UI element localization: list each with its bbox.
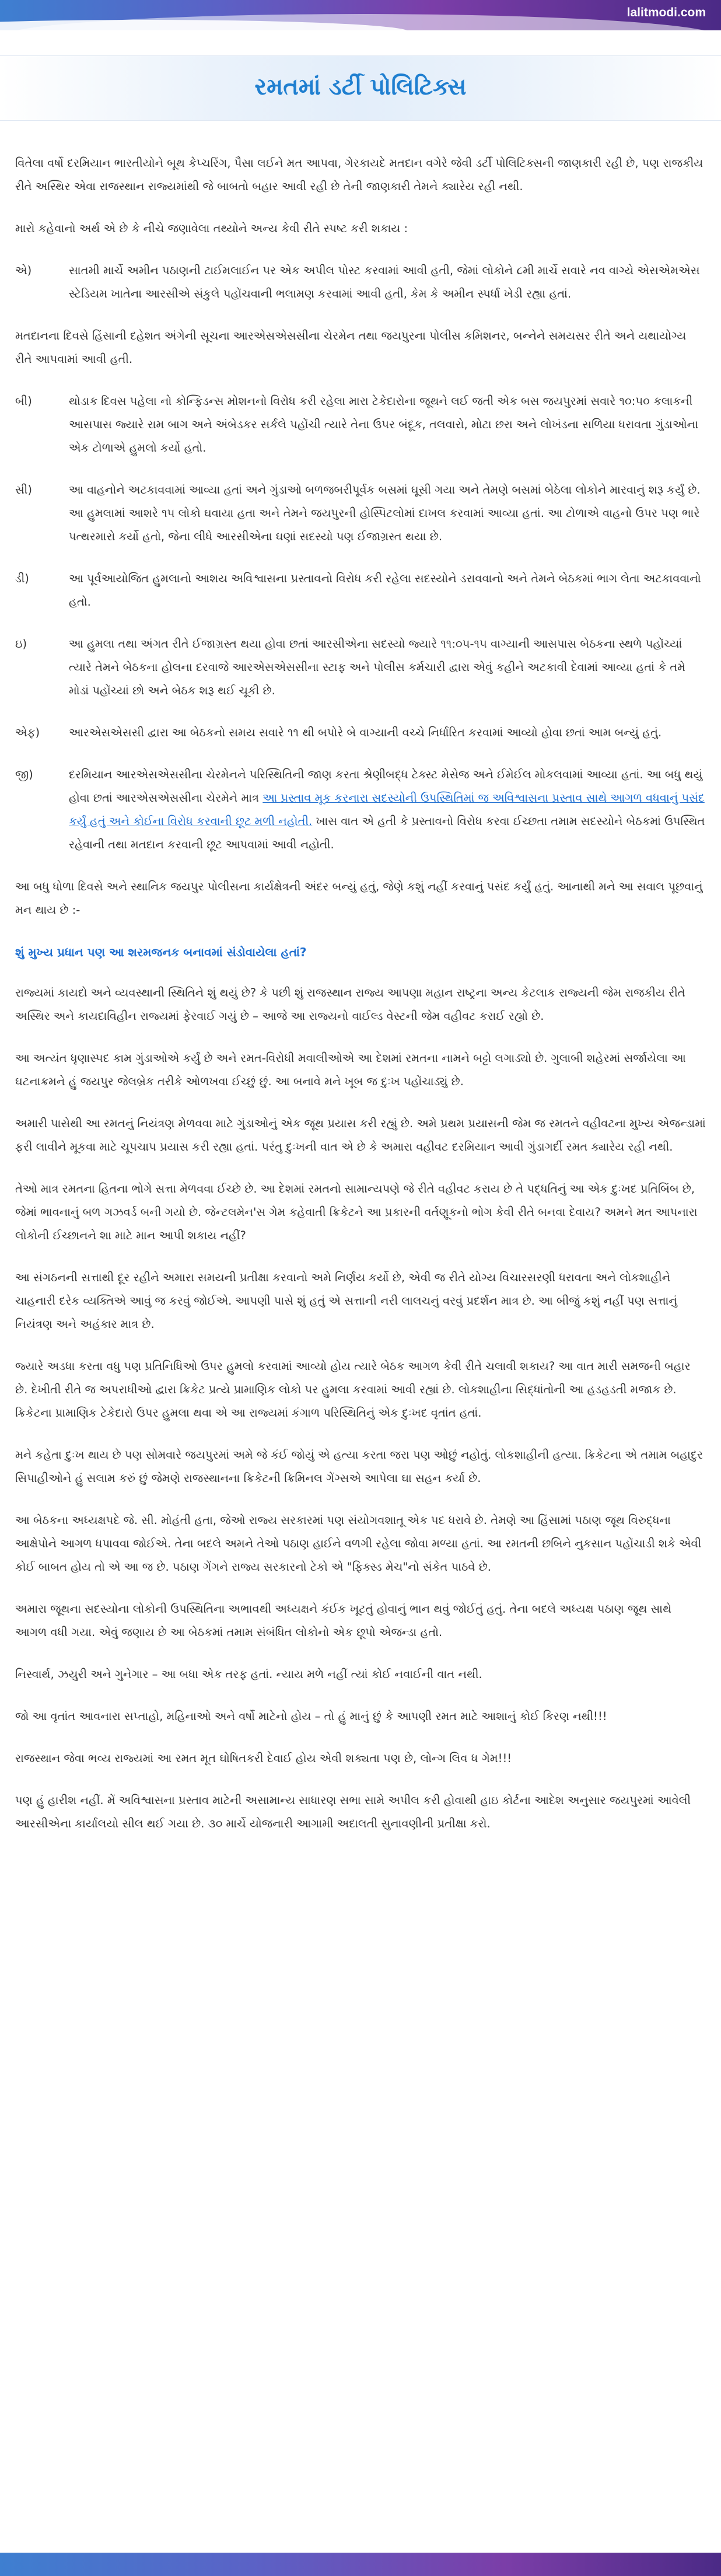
highlight-link[interactable]: આ પ્રસ્તાવ મૂક કરનારા સદસ્યોની ઉપસ્થિતિમાં જ અવિશ્વાસના પ્રસ્તાવ સાથે આગળ વધવાનું પસંદ કર્યું હતું અને કોઈના વિરોધ કરવાની છૂટ મળી નહોતી.: [69, 791, 705, 828]
header-banner: [0, 0, 721, 30]
paragraph: આ અત્યંત ધૃણાસ્પદ કામ ગુંડાઓએ કર્યું છે અને રમત-વિરોધી મવાલીઓએ આ દેશમાં રમતના નામને બટ્ટો લગાડ્યો છે. ગુલાબી શહેરમાં સર્જાયેલા આ ઘટનાક્રમને હું જયપુર જેલબ્રેક તરીકે ઓળખવા ઈચ્છું છું. આ બનાવે મને ખૂબ જ દુઃખ પહોંચાડ્યું છે.: [15, 1051, 686, 1088]
text-span: ખાસ વાત એ હતી કે પ્રસ્તાવનો વિરોધ કરવા ઈચ્છતા તમામ સદસ્યોને બેઠકમાં ઉપસ્થિત રહેવાની તથા મતદાન કરવાની છૂટ આપવામાં આવી નહોતી.: [69, 815, 705, 851]
list-item: [15, 390, 706, 478]
list-item: [15, 259, 706, 324]
paragraph: રાજ્યમાં કાયદો અને વ્યવસ્થાની સ્થિતિને શું થયું છે? કે પછી શું રાજસ્થાન રાજ્ય આપણા મહાન રાષ્ટ્રના અન્ય કેટલાક રાજ્યની જેમ રાજકીય રીતે અસ્થિર અને કાયદાવિહીન રાજ્યમાં ફેરવાઈ ગયું છે – આજે આ રાજ્યનો વાઈલ્ડ વેસ્ટની જેમ વહીવટ કરાઈ રહ્યો છે.: [15, 986, 685, 1023]
intro-paragraph: વિતેલા વર્ષો દરમિયાન ભારતીયોને બૂથ કેપ્ચરિંગ, પૈસા લઈને મત આપવા, ગેરકાયદે મતદાન વગેરે જેવી ડર્ટી પોલિટિક્સની જાણકારી રહી છે, પણ રાજકીય રીતે અસ્થિર એવા રાજસ્થાન રાજ્યમાંથી જે બાબતો બહાર આવી રહી છે તેની જાણકારી તેમને ક્યારેય રહી નથી.: [15, 156, 704, 193]
list-item-label: એ): [15, 264, 32, 277]
list-item-text: આ પૂર્વઆયોજિત હુમલાનો આશય અવિશ્વાસના પ્રસ્તાવનો વિરોધ કરી રહેલા સદસ્યોને ડરાવવાનો અને તેમને બેઠકમાં ભાગ લેતા અટકાવવાનો હતો.: [69, 572, 701, 609]
text-span: દરમિયાન આરએસએસસીના ચેરમેનને પરિસ્થિતિની જાણ કરતા શ્રેણીબદ્ધ ટેક્સ્ટ મેસેજ અને ઈમેઈલ મોકલવામાં આવ્યા હતાં. આ બધુ થયું હોવા છતાં આરએસએસસીના ચેરમેને માત્ર: [69, 768, 703, 805]
list-item-label: ડી): [15, 572, 29, 585]
list-item-text: આ હુમલા તથા અંગત રીતે ઈજાગ્રસ્ત થયા હોવા છતાં આરસીએના સદસ્યો જ્યારે ૧૧:૦૫-૧૫ વાગ્યાની આસપાસ બેઠકના સ્થળે પહોંચ્યાં ત્યારે તેમને બેઠકના હોલના દરવાજે આરએસએસસીના સ્ટાફ અને પોલીસ કર્મચારી દ્વારા એવું કહીને અટકાવી દેવામાં આવ્યા હતાં કે તમે મોડાં પહોંચ્યાં છો અને બેઠક શરૂ થઈ ચૂકી છે.: [69, 637, 685, 697]
list-item-label: ઇ): [15, 637, 27, 651]
list-item: [15, 721, 706, 763]
list-item-text: સાતમી માર્ચે અમીન પઠાણની ટાઈમલાઈન પર એક અપીલ પોસ્ટ કરવામાં આવી હતી, જેમાં લોકોને ૮મી માર્ચે સવારે નવ વાગ્યે એસએમએસ સ્ટેડિયમ ખાતેના આરસીએ સંકુલે પહોંચવાની ભલામણ કરવામાં આવી હતી, કેમ કે અમીન સ્પર્ધા ખેડી રહ્યા હતાં.: [69, 264, 700, 300]
list-item-label: જી): [15, 768, 33, 781]
list-item: [15, 763, 706, 875]
paragraph: જ્યારે અડધા કરતા વધુ પણ પ્રતિનિધિઓ ઉપર હુમલો કરવામાં આવ્યો હોય ત્યારે બેઠક આગળ કેવી રીતે ચલાવી શકાય? આ વાત મારી સમજની બહાર છે. દેખીતી રીતે જ અપરાધીઓ દ્વારા ક્રિકેટ પ્રત્યે પ્રામાણિક લોકો પર હુમલા કરવામાં આવી રહ્યાં છે. લોકશાહીના સિદ્ધાંતોની આ હડહડતી મજાક છે. ક્રિકેટના પ્રામાણિક ટેકેદારો ઉપર હુમલા થવા એ આ રાજ્યમાં કંગાળ પરિસ્થિતિનું એક દુઃખદ વૃતાંત હતાં.: [15, 1359, 691, 1420]
site-name-link[interactable]: lalitmodi.com: [626, 6, 706, 19]
list-item-text: આરએસએસસી દ્વારા આ બેઠકનો સમય સવારે ૧૧ થી બપોરે બે વાગ્યાની વચ્ચે નિર્ધારિત કરવામાં આવ્યો હોવા છતાં આમ બન્યું હતું.: [69, 726, 662, 739]
list-item-text: આ વાહનોને અટકાવવામાં આવ્યા હતાં અને ગુંડાઓ બળજબરીપૂર્વક બસમાં ઘૂસી ગયા અને તેમણે બસમાં બેઠેલા લોકોને મારવાનું શરૂ કર્યું છે. આ હુમલામાં આશરે ૧૫ લોકો ઘવાયા હતા અને તેમને જયપુરની હોસ્પિટલોમાં દાખલ કરવામાં આવ્યા હતાં. આ ટોળાએ વાહનો ઉપર પણ ભારે પત્થરમારો કર્યો હતો, જેના લીધે આરસીએના ઘણાં સદસ્યો પણ ઈજાગ્રસ્ત થયા છે.: [69, 483, 701, 543]
paragraph: અમારી પાસેથી આ રમતનું નિયંત્રણ મેળવવા માટે ગુંડાઓનું એક જૂથ પ્રયાસ કરી રહ્યું છે. અમે પ્રથમ પ્રયાસની જેમ જ રમતને વહીવટના મુખ્ય એજન્ડામાં ફરી લાવીને મૂકવા માટે ચૂપચાપ પ્રયાસ કરી રહ્યા હતાં. પરંતુ દુઃખની વાત એ છે કે અમારા વહીવટ દરમિયાન આવી ગુંડાગર્દી રમત ક્યારેય રહી નથી.: [15, 1117, 706, 1154]
paragraph: આ બધુ ધોળા દિવસે અને સ્થાનિક જયપુર પોલીસના કાર્યક્ષેત્રની અંદર બન્યું હતું, જેણે કશું નહીં કરવાનું પસંદ કર્યું હતું. આનાથી મને આ સવાલ પૂછવાનું મન થાય છે :-: [15, 880, 703, 917]
paragraph: મને કહેતા દુઃખ થાય છે પણ સોમવારે જયપુરમાં અમે જે કંઈ જોયું એ હત્યા કરતા જરા પણ ઓછું નહોતું. લોકશાહીની હત્યા. ક્રિકેટના એ તમામ બહાદુર સિપાહીઓને હું સલામ કરું છું જેમણે રાજસ્થાનના ક્રિકેટની ક્રિમિનલ ગેંગ્સએ આપેલા ઘા સહન કર્યા છે.: [15, 1448, 703, 1485]
paragraph: નિસ્વાર્થ, ઝયુરી અને ગુનેગાર – આ બધા એક તરફ હતાં. ન્યાય મળે નહીં ત્યાં કોઈ નવાઈની વાત નથી.: [15, 1668, 482, 1681]
paragraph: આ બેઠકના અધ્યક્ષપદે જે. સી. મોહંતી હતા, જેઓ રાજ્ય સરકારમાં પણ સંયોગવશાતૂ એક પદ ધરાવે છે. તેમણે આ હિંસામાં પઠાણ જૂથ વિરુદ્ધના આક્ષેપોને આગળ ધપાવવા જોઈએ. તેના બદલે અમને તેઓ પઠાણ હાઈને વળગી રહેલા જોવા મળ્યા હતાં. આ રમતની છબિને નુકસાન પહોંચાડી શકે એવી કોઈ બાબત હોય તો એ આ જ છે. પઠાણ ગેંગને રાજ્ય સરકારનો ટેકો એ "ફિક્સ્ડ મેચ"નો સંકેત પાઠવે છે.: [15, 1514, 702, 1574]
paragraph: તેઓ માત્ર રમતના હિતના ભોગે સત્તા મેળવવા ઈચ્છે છે. આ દેશમાં રમતનો સામાન્યપણે જે રીતે વહીવટ કરાય છે તે પદ્ધતિનું આ એક દુઃખદ પ્રતિબિંબ છે, જેમાં ભાવનાનું બળ ગઝવર્ડ બની ગયો છે. જેન્ટલમેન'સ ગેમ કહેવાતી ક્રિકેટને આ પ્રકારની વર્તણૂકનો ભોગ કેવી રીતે બનવા દેવાય? અમને મત આપનારા લોકોની ઈચ્છાનને શા માટે માન આપી શકાય નહીં?: [15, 1182, 698, 1242]
footer-banner: [0, 2553, 721, 2576]
page-title: રમતમાં ડર્ટી પોલિટિક્સ: [254, 74, 467, 100]
paragraph: રાજસ્થાન જેવા ભવ્ય રાજ્યમાં આ રમત મૂત ઘોષિતકરી દેવાઈ હોય એવી શક્યતા પણ છે, લોન્ગ લિવ ધ ગેમ!!!: [15, 1752, 512, 1765]
list-item-label: બી): [15, 394, 32, 408]
list-item: [15, 567, 706, 632]
article-body: [15, 152, 706, 1854]
paragraph: જો આ વૃતાંત આવનારા સપ્તાહો, મહિનાઓ અને વર્ષો માટેનો હોય – તો હું માનું છું કે આપણી રમત માટે આશાનું કોઈ કિરણ નથી!!!: [15, 1710, 607, 1723]
list-item-text: થોડાક દિવસ પહેલા નો કોન્ફિડન્સ મોશનનો વિરોધ કરી રહેલા મારા ટેકેદારોના જૂથને લઈ જતી એક બસ જયપુરમાં સવારે ૧૦:૫૦ કલાકની આસપાસ જ્યારે રામ બાગ અને અંબેડકર સર્કલે પહોંચી ત્યારે તેના ઉપર બંદૂક, તલવારો, મોટા છરા અને લોખંડના સળિયા ધરાવતા ગુંડાઓના એક ટોળાએ હુમલો કર્યો હતો.: [69, 394, 698, 455]
lead-paragraph: મારો કહેવાનો અર્થ એ છે કે નીચે જણાવેલા તથ્યોને અન્ય કેવી રીતે સ્પષ્ટ કરી શકાય :: [15, 222, 408, 235]
paragraph: પણ હું હારીશ નહીં. મેં અવિશ્વાસના પ્રસ્તાવ માટેની અસામાન્ય સાધારણ સભા સામે અપીલ કરી હોવાથી હાઇ કોર્ટના આદેશ અનુસાર જયપુરમાં આવેલી આરસીએના કાર્યાલયો સીલ થઈ ગયા છે. ૩૦ માર્ચે યોજનારી આગામી અદાલતી સુનાવણીની પ્રતીક્ષા કરો.: [15, 1794, 691, 1830]
title-bar: [0, 55, 721, 121]
list-item: [15, 478, 706, 567]
list-item: [15, 632, 706, 721]
paragraph: મતદાનના દિવસે હિંસાની દહેશત અંગેની સૂચના આરએસએસસીના ચેરમેન તથા જયપુરના પોલીસ કમિશનર, બન્નેને સમયસર રીતે અને યથાયોગ્ય રીતે આપવામાં આવી હતી.: [15, 329, 687, 366]
section-heading: શું મુખ્ય પ્રધાન પણ આ શરમજનક બનાવમાં સંડોવાયેલા હતાં?: [15, 945, 307, 959]
list-item-label: એફ): [15, 726, 40, 739]
paragraph: અમારા જૂથના સદસ્યોના લોકોની ઉપસ્થિતિના અભાવથી અધ્યક્ષને કંઈક ખૂટતું હોવાનું ભાન થવું જોઈતું હતું. તેના બદલે અધ્યક્ષ પઠાણ જૂથ સાથે આગળ વધી ગયા. એવું જણાય છે આ બેઠકમાં તમામ સંબંધિત લોકોનો એક છૂપો એજન્ડા હતો.: [15, 1602, 672, 1639]
list-item-label: સી): [15, 483, 32, 497]
paragraph: આ સંગઠનની સત્તાથી દૂર રહીને અમારા સમયની પ્રતીક્ષા કરવાનો અમે નિર્ણય કર્યો છે, એવી જ રીતે યોગ્ય વિચારસરણી ધરાવતા અને લોકશાહીને ચાહનારી દરેક વ્યક્તિએ આવું જ કરવું જોઈએ. આપણી પાસે શું હતું એ સત્તાની નરી લાલચનું વરવું પ્રદર્શન માત્ર છે. આ બીજું કશું નહીં પણ સત્તાનું નિયંત્રણ અને અહંકાર માત્ર છે.: [15, 1271, 677, 1331]
list-item-text: [69, 763, 706, 857]
